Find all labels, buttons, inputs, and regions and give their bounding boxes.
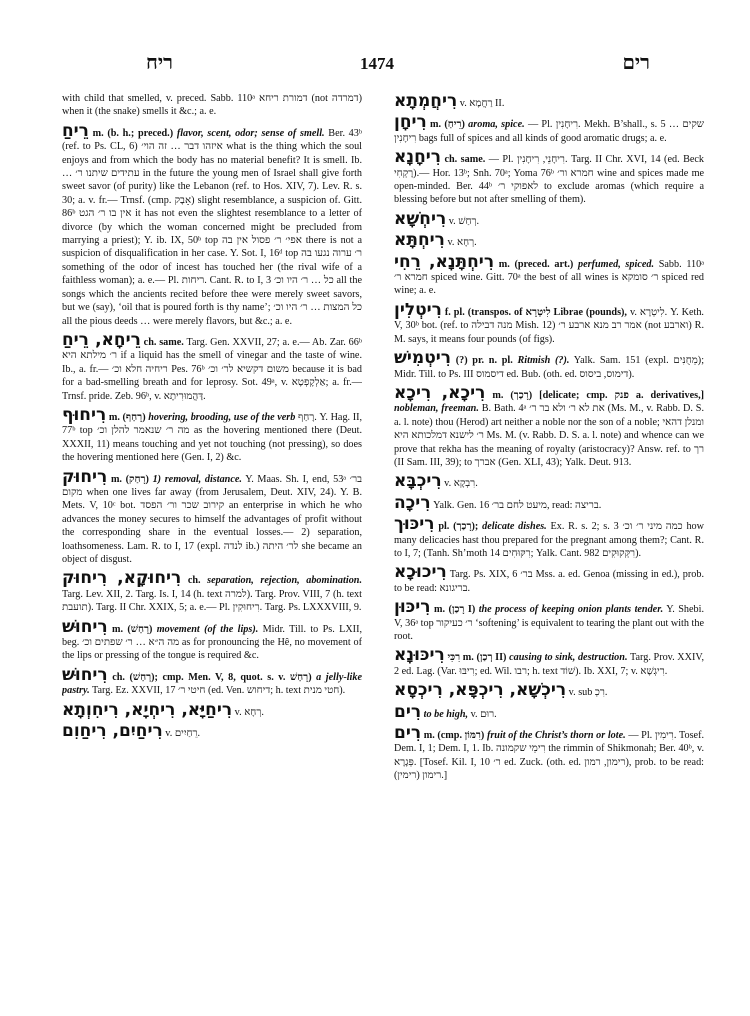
entry-grammar: pl. (רָכַך); <box>438 521 479 533</box>
entry-grammar: m. (רָחַשׁ) <box>111 623 153 635</box>
dictionary-entry <box>62 406 362 465</box>
entry-grammar: m. (b. h.; preced.) <box>92 127 174 139</box>
dictionary-entry <box>62 122 362 328</box>
entry-headword: רִיחוּקָא, רִיחוּק <box>62 568 182 589</box>
entry-grammar: m. (preced. art.) <box>498 258 574 270</box>
entry-headword: רִים <box>394 723 422 744</box>
entry-definition: 1) removal, distance. <box>152 473 242 485</box>
entry-text: Yalk. Sam. 151 (expl. מֵחֻנִּים); Midr. Till. to Ps. III דיסמוס ed. Bub. (oth. ed. דימוס, ביסוס). <box>394 355 704 380</box>
entry-headword: רִיחֲמְתָא <box>394 92 458 111</box>
entry-grammar: m. (רָכַך) [delicate; cmp. פנק a. derivatives,] <box>492 389 704 401</box>
dictionary-entry <box>394 724 704 783</box>
dictionary-entry <box>394 515 704 560</box>
entry-grammar: m. (cmp. רִמּוֹן) <box>423 730 485 742</box>
entry-headword: רִיטְמִישׁ <box>394 348 451 369</box>
entry-headword: רִיכְבָּא <box>394 471 442 492</box>
dictionary-entry <box>394 703 704 721</box>
entry-grammar: f. pl. (transpos. of לִיטְרָא Librae (pounds), <box>444 306 627 318</box>
dictionary-entry <box>394 494 704 512</box>
entry-text: Midr. Till. to Ps. LXII, beg. מה ה״א … ר׳ שפתים וכ׳ as for pronouncing the Hê, no movement of the lips or pressing of the tongue is required &c. <box>62 623 362 662</box>
entry-text: Sabb. 110ᵃ חמרא ר׳ spiced wine. Gitt. 70ᵃ the best of all wines is ר׳ סומקא spiced red wine; a. e. <box>394 258 704 297</box>
entry-definition: delicate dishes. <box>482 521 547 533</box>
entry-text: Yalk. Gen. 16 מיעט לחם בר׳, read: בריצה. <box>433 499 602 511</box>
entry-definition: causing to sink, destruction. <box>509 652 628 664</box>
entry-headword: רִיחָן <box>394 112 427 133</box>
entry-headword: רִים <box>394 701 422 722</box>
dictionary-entry <box>394 92 704 110</box>
page-header <box>60 52 700 82</box>
right-column <box>394 92 704 1002</box>
entry-grammar: m. (רָכַן I) <box>433 604 476 616</box>
entry-text: רָחַף. Y. Hag. II, 77ᵇ top מה ר׳ שנאמר להלן וכ׳ as the hovering mentioned there (Deut. XXXII, 11) means touching and yet not touching (not pressing), so does the hovering mentioned here (Gen. I, 2) &c. <box>62 411 362 464</box>
dictionary-entry <box>62 618 362 663</box>
entry-definition: Ritmish (?). <box>517 355 570 367</box>
left-running-head: ריח <box>146 52 173 74</box>
entry-definition: flavor, scent, odor; sense of smell. <box>176 127 325 139</box>
entry-headword: רִיחוּף <box>62 404 107 425</box>
dictionary-entry <box>394 113 704 145</box>
entry-headword: רִיכּוּנָא <box>394 645 445 666</box>
entry-headword: רִיטְלִין <box>394 299 442 320</box>
dictionary-entry <box>62 701 362 719</box>
entry-headword: רִיכּוּך <box>394 514 435 535</box>
dictionary-entry <box>394 681 704 699</box>
entry-definition: hovering, brooding, use of the verb <box>148 411 296 423</box>
entry-grammar: ch. <box>187 575 201 587</box>
entry-text: Targ. Prov. XXIV, 2 ed. Lag. (Var. רִיבּוּ; ed. Wil. רבו; h. text שׁוֹד). Ib. XXI, 7; v. רִיגְשָׁא. <box>394 652 704 677</box>
entry-grammar: ch. (רְחַשׁ); cmp. Men. V, 8, quot. s. v. רָחַשׁ) <box>112 671 312 683</box>
entry-text: v. רְחַשׁ. <box>448 215 480 227</box>
entry-headword: רִיכּוּן <box>394 597 431 618</box>
entry-text: with child that smelled, v. preced. Sabb. 110ᵃ דמורת ריחא (not דמרדה) when it (the snake) smells it &c.; a. e. <box>62 93 362 118</box>
entry-text: Y. Maas. Sh. I, end, 53ᵃ בר׳ מקום when one lives far away (from Jerusalem, Deut. XIV, 24). Y. B. Mets. V, 10ᶜ bot. קירוב שכר ור׳ הפסד an enterprise in which he who advances the money secures to himself the advantages of profit without the corresponding share in the eventual losses.— 2) separation, loathsomeness. Lam. R. to I, 17 (expl. לנדה ib.) לר׳ היתה she became an object of disgust. <box>62 473 362 565</box>
entry-headword: רִיחָנָא <box>394 147 441 168</box>
entry-text: — Pl. רִיחָנִין. Mekh. B’shall., s. 5 שקים … רִיחָנִין bags full of spices and all kinds of good aromatic drugs; a. e. <box>394 119 704 144</box>
dictionary-entry <box>62 569 362 614</box>
entry-text: B. Bath. 4ᵃ את לא ר׳ ולא בר ר׳ (Ms. M., v. Rabb. D. S. a. l. note) thou (Herod) art neither a noble nor the son of a noble; ומנלן דהאי ר׳ לישנא דמלכותא היא Ms. M. (v. Rabb. D. S. a. l. note) and whence can we prove that rekha has the meaning of royalty (aristocracy)? Answ. ref. to רך (II Sam. III, 39); to אברך (Gen. XLI, 43); Yalk. Deut. 913. <box>394 403 704 468</box>
entry-text: Targ. Ez. XXVII, 17 חיטי ר׳ (ed. Ven. דיחוש; h. text חטי מנית). <box>92 685 346 697</box>
entry-headword: רִיחוּשׁ <box>62 664 108 685</box>
entry-text: Ex. R. s. 2; s. 3 כמה מיני ר׳ וכ׳ how many delicacies hast thou prepared for the pregnant among them?; Cant. R. to I, 7; (Tanh. Sh’moth 14 רִקּוּחִים; Yalk. Cant. 982 רִקְּקוּקִים). <box>394 521 704 559</box>
entry-headword: רִיחַיִם, רִיחַוִם <box>62 721 163 742</box>
entry-definition: the process of keeping onion plants tender. <box>478 604 664 616</box>
left-column <box>62 92 362 1002</box>
entry-text: Targ. Gen. XXVII, 27; a. e.— Ab. Zar. 66ᵇ ר׳ מילתא היא if a liquid has the smell of vinegar and the taste of wine. Ib., a. fr.— ריחיה חלא וכ׳ Pes. 76ᵇ משום דקשיא לר׳ וכ׳ because it is bad for a bad-smelling breath and for leprosy. Sot. 49ᵃ, v. אַלְקָפְטָא; a. fr.— Trnsf. pride. Zeb. 96ᵇ, v. דַּהֲמוּרִיתָא. <box>62 336 362 402</box>
dictionary-entry <box>394 148 704 207</box>
entry-grammar: ch. same. <box>143 336 184 348</box>
entry-definition: separation, rejection, abomination. <box>207 575 362 587</box>
entry-text: — Pl. רִימִין. Tosef. Dem. I, 1; Dem. I, 1. Ib. רִימֵי שקמונה the rimmin of Shikmonah; Ber. 40ᵇ, v. פְּגָרָא. [Tosef. Kil. I, 10 ר׳ ed. Zuck. (oth. ed. רימון, רמון), prob. to be read: רימון (רימין).] <box>394 730 704 782</box>
entry-grammar: m. (רָחַק) <box>110 473 149 485</box>
entry-definition: aroma, spice. <box>468 119 525 131</box>
dictionary-entry <box>394 598 704 643</box>
entry-grammar: (?) pr. n. pl. <box>455 355 513 367</box>
entry-headword: רִיחְשָׁא <box>394 208 447 229</box>
entry-definition: to be high, <box>423 708 469 720</box>
entry-text: Ber. 43ᵇ (ref. to Ps. CL, 6) איזהו דבר … זה הוי׳ what is the thing which the soul enjoys and from which the body has no material benefit? It is smell. Ib. … עתידים שיתנו ר׳ in the future the young men of Israel shall give forth sweet savor (of purity) like the Lebanon (ref. to Hos. XIV, 7). Lev. R. s. 30; a. v. fr.— Trnsf. (cmp. אָבָק) slight resemblance, a suspicion of. Gitt. 86ᵇ אין בו ר׳ הגט it has not even the slightest resemblance to a letter of divorce (by which the woman concerned might be precluded from marrying a priest); Y. ib. IX, 50ᵇ top אפי׳ ר׳ פסול אין בה there is not a suspicion of disqualification in her case. Y. Sot. I, 16ᵈ top ר׳ ערוה נגעו בה something of the odor of incest has touched her (the rival wife of a faithless woman); a. e.— Pl. ריחות. Cant. R. to I, 3 כל … ר׳ היו וכ׳ all the songs which the ancients recited before thee were merely sweet savors, but we (say), ‘oil that is poured forth is thy name’; כל המצות … ר׳ היו וכ׳ all the pious deeds … were merely flavors, but &c.; a. e. <box>62 127 362 327</box>
entry-text: v. רוּם. <box>470 708 497 720</box>
entry-headword: רֵיחָא, רֵיחַ <box>62 329 141 350</box>
entry-headword: רִיחוּק <box>62 466 108 487</box>
dictionary-entry <box>394 301 704 346</box>
entry-headword: רִיחוּשׁ <box>62 616 108 637</box>
entry-headword: רִיכְשָׁא, רִיכְפָּא, רִיכְסָא <box>394 680 567 701</box>
dictionary-entry <box>62 722 362 740</box>
entry-text: Y. Shebi. V, 36ᵃ top ר׳ כעיקור ‘softening’ is equivalent to tearing the plant out with the root. <box>394 604 704 642</box>
dictionary-entry <box>394 563 704 595</box>
dictionary-entry <box>394 349 704 381</box>
entry-definition: perfumed, spiced. <box>578 258 655 270</box>
dictionary-entry <box>394 384 704 469</box>
entry-text: v. רֵחַיִים. <box>165 728 201 740</box>
dictionary-entry <box>62 92 362 119</box>
entry-definition: fruit of the Christ’s thorn or lote. <box>486 730 626 742</box>
entry-text: v. sub רִכְ. <box>568 687 608 699</box>
entry-headword: רִיכָה <box>394 492 431 513</box>
entry-headword: רֵיחַ <box>62 120 89 141</box>
dictionary-entry <box>62 331 362 403</box>
entry-text: v. רִבְקָא. <box>444 478 478 490</box>
entry-headword: רִיחְתָּא <box>394 230 445 251</box>
entry-grammar: m. (רָחַף) <box>108 411 146 423</box>
entry-definition: a jelly-like pastry. <box>62 671 362 697</box>
dictionary-entry <box>394 253 704 298</box>
entry-text: v. לִיטְרָא. Y. Keth. V, 30ᵇ bot. (ref. to מנה דבילה Mish. 12) אמר רב מנא ארבע ר׳ (not וארבע) R. M. says, it means four pounds (of figs). <box>394 306 704 345</box>
entry-definition: nobleman, freeman. <box>394 403 479 415</box>
page-number: 1474 <box>360 54 394 73</box>
dictionary-entry <box>394 472 704 490</box>
entry-text: Targ. Lev. XII, 2. Targ. Is. I, 14 (h. text למרה). Targ. Prov. VIII, 7 (h. text תועבת). Targ. II Chr. XXIX, 5; a. e.— Pl. רִיחוּקִין. Targ. Ps. LXXXVIII, 9. <box>62 588 362 614</box>
right-running-head: רים <box>622 52 650 74</box>
entry-text: Targ. Ps. XIX, 6 בר׳ Mss. a. ed. Genoa (missing in ed.), prob. to be read: בריגונא. <box>394 569 704 594</box>
entry-headword: רִיכָא, רִיכָא <box>394 382 486 403</box>
dictionary-entry <box>394 210 704 228</box>
entry-grammar: m. (רֵיחַ) <box>430 119 465 131</box>
entry-text: v. רְחָא. <box>234 706 264 718</box>
dictionary-entry <box>394 646 704 678</box>
dictionary-entry <box>62 468 362 567</box>
entry-grammar: ch. same. <box>444 154 486 166</box>
entry-text: v. רְחָא. <box>447 237 477 249</box>
dictionary-entry <box>62 666 362 698</box>
entry-definition: movement (of the lips). <box>156 623 259 635</box>
entry-text: — Pl. רִיחָנֵי, רִיחָנִין. Targ. II Chr. XVI, 14 (ed. Beck רָקְחִי).— Hor. 13ᵇ; Snh. 70ᵃ; Yoma 76ᵇ חמרא ור׳ wine and spices made me open-minded. Ber. 44ᵇ לאפוקי ר׳ to exclude aromas (which require a blessing before but not after smelling of them). <box>394 154 704 206</box>
entry-headword: רִיכוּכָא <box>394 562 447 583</box>
entry-grammar: רִכִּי m. (רְכַן II) <box>447 652 507 664</box>
entry-text: v. רַחֲמָא II. <box>459 98 505 109</box>
entry-headword: רִיחְתָּנָא, רֵחִי <box>394 251 495 272</box>
entry-headword: רִיחַיָּא, רִיחְיָא, רִיחִוְתָא <box>62 699 233 720</box>
dictionary-entry <box>394 231 704 249</box>
